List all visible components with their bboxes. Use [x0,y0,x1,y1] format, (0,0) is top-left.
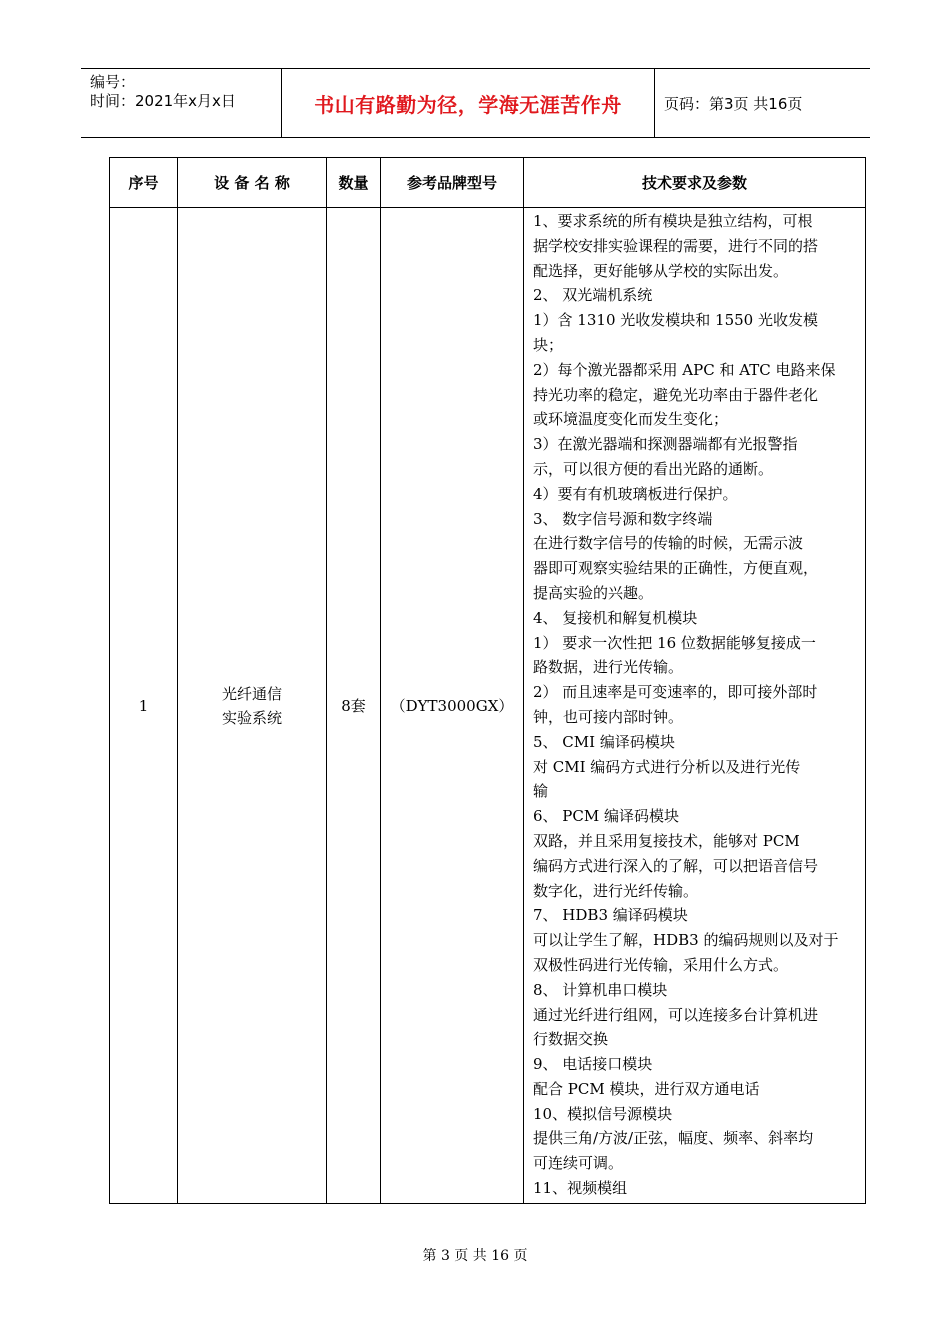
spec-line: 10、模拟信号源模块 [533,1104,673,1123]
spec-line: 路数据，进行光传输。 [533,658,684,677]
spec-line: 配合 PCM 模块，进行双方通电话 [533,1079,760,1098]
spec-line: 块； [533,335,564,354]
equipment-table [109,157,866,1204]
spec-line: 2）每个激光器都采用 APC 和 ATC 电路来保 [533,360,836,379]
page-header [81,68,870,138]
spec-line: 据学校安排实验课程的需要，进行不同的搭 [533,236,819,255]
spec-line: 输 [533,782,549,801]
table-header-row [110,158,866,208]
header-number-label: 编号： [90,73,136,91]
cell-name-line1: 光纤通信 [221,684,282,703]
spec-line: 5、 CMI 编译码模块 [533,732,675,751]
header-divider-right [654,69,655,137]
spec-line: 3）在激光器端和探测器端都有光报警指 [533,435,798,454]
spec-line: 1） 要求一次性把 16 位数据能够复接成一 [533,633,816,652]
spec-line: 通过光纤进行组网，可以连接多台计算机进 [533,1005,819,1024]
cell-name-line2: 实验系统 [221,708,282,727]
spec-line: 持光功率的稳定，避免光功率由于器件老化 [533,385,819,404]
cell-model: （DYT3000GX） [381,208,524,1204]
spec-text [524,208,865,1201]
spec-line: 对 CMI 编码方式进行分析以及进行光传 [533,757,801,776]
spec-line: 6、 PCM 编译码模块 [533,807,680,826]
spec-line: 可以让学生了解，HDB3 的编码规则以及对于 [533,931,839,950]
col-header-model: 参考品牌型号 [381,158,524,208]
spec-line: 在进行数字信号的传输的时候，无需示波 [533,534,804,553]
spec-line: 示，可以很方便的看出光路的通断。 [533,459,774,478]
header-time-label: 时间：2021年x月x日 [90,92,236,110]
cell-quantity: 8套 [327,208,381,1204]
spec-line: 编码方式进行深入的了解，可以把语音信号 [533,856,819,875]
spec-line: 双极性码进行光传输，采用什么方式。 [533,955,789,974]
spec-line: 可连续可调。 [533,1154,624,1173]
header-meta [81,69,281,137]
spec-line: 7、 HDB3 编译码模块 [533,906,688,925]
spec-line: 行数据交换 [533,1030,609,1049]
spec-line: 3、 数字信号源和数字终端 [533,509,713,528]
spec-line: 4）要有有机玻璃板进行保护。 [533,484,738,503]
col-header-spec: 技术要求及参数 [524,158,866,208]
spec-line: 1、要求系统的所有模块是独立结构，可根 [533,212,813,230]
cell-name [178,208,327,1204]
spec-line: 钟，也可接内部时钟。 [533,707,684,726]
col-header-index: 序号 [110,158,178,208]
spec-line: 或环境温度变化而发生变化； [533,410,729,429]
spec-line: 双路，并且采用复接技术，能够对 PCM [533,831,800,850]
col-header-name: 设 备 名 称 [178,158,327,208]
spec-line: 提高实验的兴趣。 [533,583,654,602]
spec-line: 配选择，更好能够从学校的实际出发。 [533,261,789,280]
spec-line: 器即可观察实验结果的正确性，方便直观， [533,559,819,578]
header-page-label: 页码：第3页 共16页 [664,94,803,113]
spec-line: 11、视频模组 [533,1179,628,1198]
spec-line: 数字化，进行光纤传输。 [533,881,699,900]
spec-line: 9、 电话接口模块 [533,1055,653,1074]
page-footer: 第 3 页 共 16 页 [422,1248,528,1264]
cell-spec [524,208,866,1204]
spec-line: 2、 双光端机系统 [533,286,653,305]
spec-line: 提供三角/方波/正弦，幅度、频率、斜率均 [533,1129,814,1148]
table-row [110,208,866,1204]
spec-line: 2） 而且速率是可变速率的，即可接外部时 [533,683,818,702]
cell-index: 1 [110,208,178,1204]
header-motto: 书山有路勤为径，学海无涯苦作舟 [314,92,622,117]
col-header-quantity: 数量 [327,158,381,208]
spec-line: 4、 复接机和解复机模块 [533,608,698,627]
spec-line: 1）含 1310 光收发模块和 1550 光收发模 [533,311,818,330]
spec-line: 8、 计算机串口模块 [533,980,668,999]
